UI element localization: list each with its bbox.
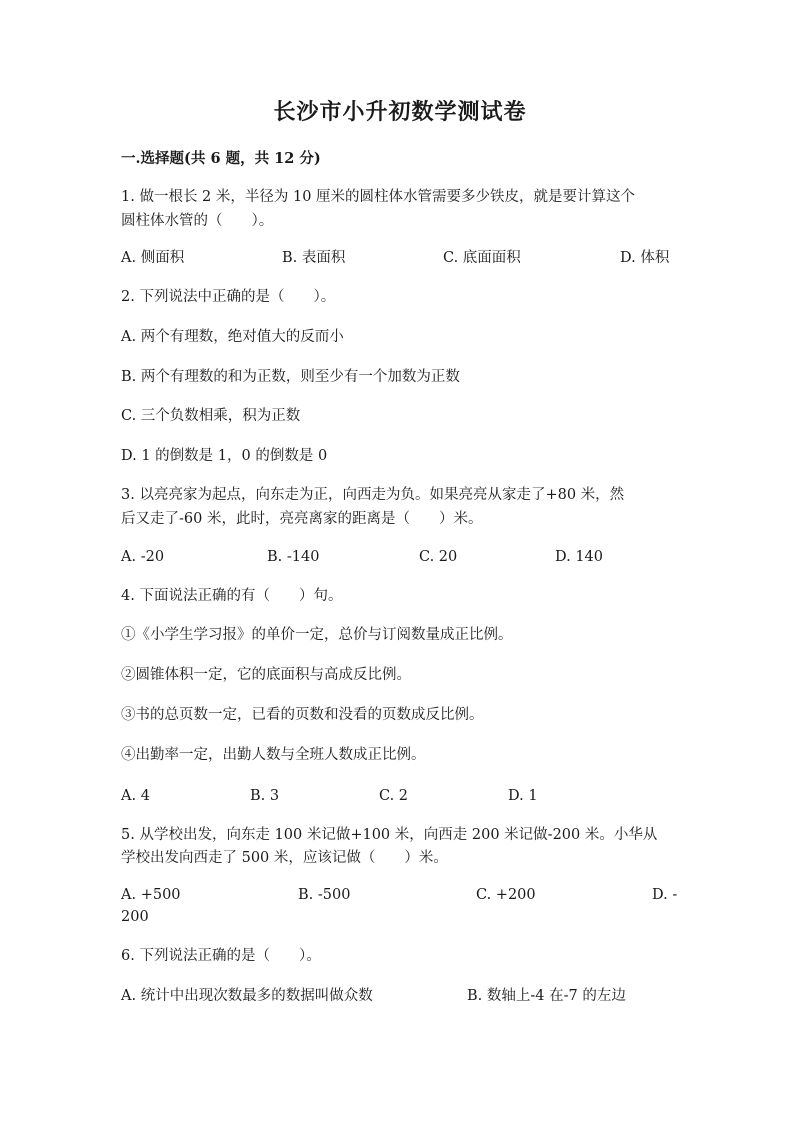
question-3-option-d: D. 140 <box>555 549 604 565</box>
question-1-option-a: A. 侧面积 <box>121 250 185 266</box>
question-2-line-1: 2. 下列说法中正确的是（ ）。 <box>121 289 336 305</box>
question-4-option-b: B. 3 <box>250 788 280 804</box>
question-4-statement-4: ④出勤率一定，出勤人数与全班人数成正比例。 <box>121 747 426 763</box>
question-6-option-b: B. 数轴上-4 在-7 的左边 <box>467 988 626 1004</box>
section-heading: 一.选择题(共 6 题，共 12 分) <box>121 150 321 167</box>
question-1-line-1: 1. 做一根长 2 米，半径为 10 厘米的圆柱体水管需要多少铁皮，就是要计算这个 <box>121 189 636 205</box>
question-3-line-2: 后又走了-60 米，此时，亮亮离家的距离是（ ）米。 <box>121 511 483 527</box>
page-title: 长沙市小升初数学测试卷 <box>273 99 527 125</box>
question-2-option-a: A. 两个有理数，绝对值大的反而小 <box>121 329 344 345</box>
question-1-option-b: B. 表面积 <box>282 250 346 266</box>
question-3-line-1: 3. 以亮亮家为起点，向东走为正，向西走为负。如果亮亮从家走了+80 米，然 <box>121 487 625 503</box>
question-5-option-c: C. +200 <box>476 887 536 903</box>
question-4-statement-3: ③书的总页数一定，已看的页数和没看的页数成反比例。 <box>121 707 484 723</box>
question-5-option-a: A. +500 <box>121 887 181 903</box>
question-2-option-b: B. 两个有理数的和为正数，则至少有一个加数为正数 <box>121 369 460 385</box>
question-5-option-d-wrap: 200 <box>121 909 149 925</box>
question-6-line-1: 6. 下列说法正确的是（ ）。 <box>121 948 321 964</box>
question-2-option-c: C. 三个负数相乘，积为正数 <box>121 408 301 424</box>
question-5-option-b: B. -500 <box>298 887 351 903</box>
question-1-line-2: 圆柱体水管的（ ）。 <box>121 213 274 229</box>
question-4-statement-2: ②圆锥体积一定，它的底面积与高成反比例。 <box>121 667 411 683</box>
question-4-option-a: A. 4 <box>121 788 150 804</box>
question-5-option-d: D. - <box>652 887 678 903</box>
question-4-line-1: 4. 下面说法正确的有（ ）句。 <box>121 588 343 604</box>
question-5-line-1: 5. 从学校出发，向东走 100 米记做+100 米，向西走 200 米记做-200 米。小华从 <box>121 827 658 843</box>
question-4-option-d: D. 1 <box>508 788 538 804</box>
question-4-statement-1: ①《小学生学习报》的单价一定，总价与订阅数量成正比例。 <box>121 627 513 643</box>
question-6-option-a: A. 统计中出现次数最多的数据叫做众数 <box>121 988 373 1004</box>
question-3-option-b: B. -140 <box>267 549 320 565</box>
question-1-option-d: D. 体积 <box>620 250 670 266</box>
question-2-option-d: D. 1 的倒数是 1，0 的倒数是 0 <box>121 448 328 464</box>
question-3-option-a: A. -20 <box>121 549 165 565</box>
question-3-option-c: C. 20 <box>419 549 458 565</box>
question-1-option-c: C. 底面面积 <box>443 250 521 266</box>
question-5-line-2: 学校出发向西走了 500 米，应该记做（ ）米。 <box>121 850 448 866</box>
question-4-option-c: C. 2 <box>379 788 409 804</box>
